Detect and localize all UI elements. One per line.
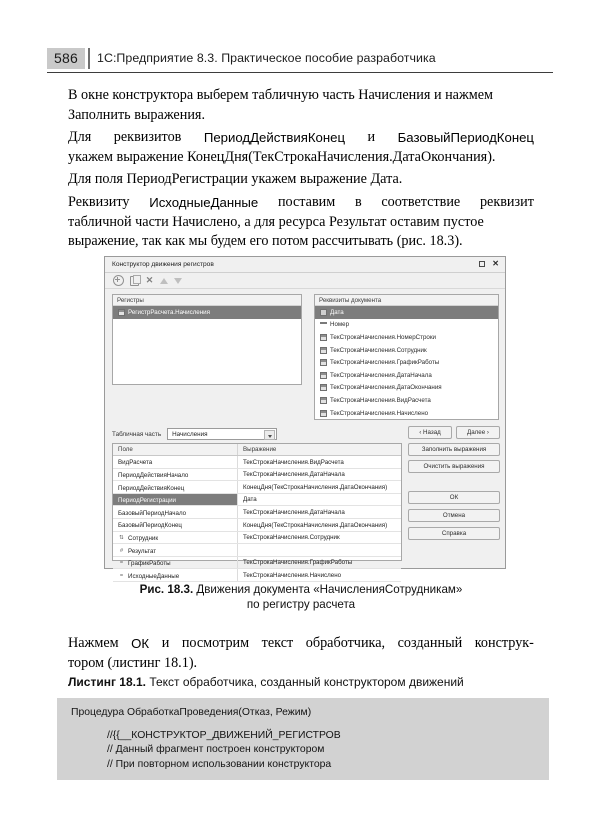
table-row[interactable] xyxy=(113,469,401,482)
list-item-label: ТекСтрокаНачисления.Начислено xyxy=(330,409,429,417)
header-rule xyxy=(47,72,553,73)
list-item-label: ТекСтрокаНачисления.ВидРасчета xyxy=(330,396,431,404)
cell-field xyxy=(113,506,238,518)
cell-field xyxy=(113,456,238,468)
table-row[interactable] xyxy=(113,481,401,494)
cell-expression[interactable]: ТекСтрокаНачисления.Сотрудник xyxy=(243,534,340,542)
paragraph-2-line-1 xyxy=(68,128,534,148)
dialog-title: Конструктор движения регистров xyxy=(112,261,214,268)
figure-caption-line-2: по регистру расчета xyxy=(246,598,356,611)
paragraph-1-line-1: В окне конструктора выберем табличную часть Начисления и нажмем xyxy=(68,87,494,103)
expression-table-header xyxy=(113,444,401,456)
p4-w3: поставим xyxy=(277,194,336,210)
cell-field xyxy=(113,494,238,506)
table-row[interactable] xyxy=(113,494,401,507)
list-item[interactable] xyxy=(315,344,498,357)
delete-icon[interactable]: ✕ xyxy=(145,275,154,285)
list-item[interactable] xyxy=(315,369,498,382)
row-field-label: ВидРасчета xyxy=(118,459,153,467)
row-field-label: ПериодДействияКонец xyxy=(118,484,185,492)
list-item-label: ТекСтрокаНачисления.ГрафикРаботы xyxy=(330,359,440,367)
tabular-part-row xyxy=(112,427,402,441)
paragraph-5-line-2: тором (листинг 18.1). xyxy=(68,654,198,671)
number-icon xyxy=(320,322,327,329)
dialog-titlebar xyxy=(105,257,505,273)
header-divider xyxy=(88,48,90,69)
page-header xyxy=(47,48,553,72)
cell-expression[interactable]: КонецДня(ТекСтрокаНачисления.ДатаОкончания) xyxy=(243,521,388,529)
tabular-part-label: Табличная часть xyxy=(112,430,162,438)
document-attributes-panel xyxy=(314,294,499,420)
figure-caption xyxy=(68,582,534,612)
list-item[interactable] xyxy=(315,331,498,344)
tabular-part-select[interactable] xyxy=(167,428,277,440)
table-icon xyxy=(320,397,327,404)
row-field-label: ПериодДействияНачало xyxy=(118,471,189,479)
paragraph-4-line-3: выражение, так как мы будем его потом рассчитывать (рис. 18.3). xyxy=(68,233,463,249)
p2-w3: ПериодДействияКонец xyxy=(203,130,346,145)
paragraph-4 xyxy=(68,193,534,252)
list-item-label: ТекСтрокаНачисления.ДатаОкончания xyxy=(330,384,442,392)
list-item-label: Дата xyxy=(330,308,344,316)
cell-expression[interactable]: ТекСтрокаНачисления.ВидРасчета xyxy=(243,458,344,466)
book-title: 1С:Предприятие 8.3. Практическое пособие разработчика xyxy=(97,51,436,65)
list-item[interactable] xyxy=(315,319,498,332)
code-line-3: // Данный фрагмент построен конструктором xyxy=(107,744,325,756)
list-item[interactable] xyxy=(315,382,498,395)
p2-w1: Для xyxy=(68,129,92,145)
paragraph-5-line-1 xyxy=(68,634,534,654)
close-icon[interactable]: ✕ xyxy=(492,259,499,268)
table-row[interactable] xyxy=(113,456,401,469)
restore-icon[interactable] xyxy=(479,261,485,267)
code-line-2: //{{__КОНСТРУКТОР_ДВИЖЕНИЙ_РЕГИСТРОВ xyxy=(107,730,341,742)
cancel-button[interactable]: Отмена xyxy=(408,509,500,522)
table-row[interactable] xyxy=(113,506,401,519)
paragraph-2 xyxy=(68,128,534,167)
column-header-expression: Выражение xyxy=(243,446,277,453)
cell-field xyxy=(113,481,238,493)
table-icon xyxy=(320,359,327,366)
add-icon[interactable] xyxy=(113,275,124,286)
page-number: 586 xyxy=(47,48,85,69)
table-icon xyxy=(320,334,327,341)
p4-w1: Реквизиту xyxy=(68,194,130,210)
help-button[interactable]: Справка xyxy=(408,527,500,540)
tabular-part-value: Начисления xyxy=(172,431,208,438)
p4-w4: в xyxy=(354,194,362,210)
cell-expression[interactable]: ТекСтрокаНачисления.ДатаНачала xyxy=(243,471,345,479)
list-item-label: Номер xyxy=(330,321,350,329)
table-row[interactable] xyxy=(113,519,401,532)
row-field-label: Результат xyxy=(128,547,157,555)
chevron-down-icon[interactable] xyxy=(264,430,275,440)
clear-expressions-button[interactable]: Очистить выражения xyxy=(408,460,500,473)
p2-w4: и xyxy=(367,129,376,145)
row-field-label: ГрафикРаботы xyxy=(128,560,171,568)
row-field-label: БазовыйПериодНачало xyxy=(118,509,187,517)
figure-caption-text: Движения документа «НачисленияСотрудникам» xyxy=(193,583,463,596)
move-up-icon[interactable] xyxy=(160,278,168,284)
figure-caption-line-1 xyxy=(68,582,534,597)
fill-expressions-button[interactable]: Заполнить выражения xyxy=(408,443,500,456)
table-row[interactable] xyxy=(113,544,401,557)
number-field-icon: # xyxy=(119,547,124,554)
p5-w7: созданный xyxy=(397,635,463,651)
back-button[interactable]: ‹ Назад xyxy=(408,426,452,439)
dimension-icon: = xyxy=(119,560,124,567)
code-line-1: Процедура ОбработкаПроведения(Отказ, Режим) xyxy=(71,707,312,718)
paragraph-4-line-1 xyxy=(68,193,534,213)
cell-field xyxy=(113,469,238,481)
p4-w5: соответствие xyxy=(381,194,461,210)
attributes-panel-header: Реквизиты документа xyxy=(315,295,498,306)
cell-field xyxy=(113,532,238,544)
cell-field xyxy=(113,569,238,581)
p5-w4: посмотрим xyxy=(181,635,250,651)
copy-icon[interactable] xyxy=(130,276,139,286)
table-row[interactable] xyxy=(113,569,401,582)
date-icon xyxy=(320,309,327,316)
table-row[interactable] xyxy=(113,532,401,545)
table-row[interactable] xyxy=(113,557,401,570)
cell-field xyxy=(113,544,238,556)
listing-code-block xyxy=(57,698,549,780)
listing-title xyxy=(68,674,538,690)
p5-w8: конструк- xyxy=(474,635,534,651)
dialog-toolbar xyxy=(105,273,505,289)
register-icon xyxy=(118,309,125,316)
list-item-label: ТекСтрокаНачисления.Сотрудник xyxy=(330,346,427,354)
p4-w6: реквизит xyxy=(479,194,534,210)
list-item-label: ТекСтрокаНачисления.ДатаНачала xyxy=(330,371,432,379)
p2-w5: БазовыйПериодКонец xyxy=(397,130,534,145)
paragraph-3-line-1: Для поля ПериодРегистрации укажем выражение Дата. xyxy=(68,171,403,187)
p4-w2: ИсходныеДанные xyxy=(149,195,259,210)
paragraph-5 xyxy=(68,634,534,673)
list-item[interactable] xyxy=(315,306,498,319)
listing-title-text: Текст обработчика, созданный конструктором движений xyxy=(146,675,464,689)
column-header-field: Поле xyxy=(113,444,238,455)
table-icon xyxy=(320,347,327,354)
row-field-label: ПериодРегистрации xyxy=(118,497,176,505)
figure-caption-number: Рис. 18.3. xyxy=(139,583,194,596)
list-item-label: ТекСтрокаНачисления.НомерСтроки xyxy=(330,333,436,341)
cell-expression[interactable]: ТекСтрокаНачисления.ДатаНачала xyxy=(243,508,345,516)
p5-w6: обработчика, xyxy=(305,635,386,651)
listing-number: Листинг 18.1. xyxy=(68,675,146,689)
paragraph-1 xyxy=(68,86,534,125)
paragraph-4-line-2: табличной части Начислено, а для ресурса Результат оставим пустое xyxy=(68,213,484,230)
p5-w2: ОК xyxy=(131,636,150,651)
p5-w5: текст xyxy=(261,635,294,651)
list-item[interactable] xyxy=(315,407,498,420)
cell-expression[interactable] xyxy=(238,544,401,556)
expression-table xyxy=(112,443,402,580)
figure-constructor-dialog xyxy=(104,256,506,580)
registers-panel xyxy=(112,294,302,385)
row-field-label: ИсходныеДанные xyxy=(128,572,180,580)
reference-icon: ⇅ xyxy=(119,534,124,541)
code-line-4: // При повторном использовании конструктора xyxy=(107,758,332,770)
p5-w3: и xyxy=(161,635,170,651)
list-item[interactable] xyxy=(113,306,301,319)
cell-field xyxy=(113,519,238,531)
paragraph-1-line-2: Заполнить выражения. xyxy=(68,106,205,123)
ok-button[interactable]: ОК xyxy=(408,491,500,504)
paragraph-2-line-2: укажем выражение КонецДня(ТекСтрокаНачисления.ДатаОкончания). xyxy=(68,148,496,165)
list-item[interactable] xyxy=(315,394,498,407)
row-field-label: Сотрудник xyxy=(128,534,159,542)
p2-w2: реквизитов xyxy=(113,129,182,145)
list-item[interactable] xyxy=(315,356,498,369)
p5-w1: Нажмем xyxy=(68,635,119,651)
paragraph-3 xyxy=(68,170,534,190)
cell-field xyxy=(113,557,238,569)
cell-expression[interactable]: ТекСтрокаНачисления.Начислено xyxy=(243,571,342,579)
list-item-label: РегистрРасчета.Начисления xyxy=(128,308,210,316)
window-controls xyxy=(479,260,499,267)
cell-expression[interactable]: КонецДня(ТекСтрокаНачисления.ДатаОкончания) xyxy=(243,483,388,491)
table-icon xyxy=(320,372,327,379)
dimension-icon: = xyxy=(119,572,124,579)
code-spacer xyxy=(71,720,549,729)
next-button[interactable]: Далее › xyxy=(456,426,500,439)
row-field-label: БазовыйПериодКонец xyxy=(118,522,182,530)
cell-expression[interactable]: ТекСтрокаНачисления.ГрафикРаботы xyxy=(243,559,353,567)
registers-panel-header: Регистры xyxy=(113,295,301,306)
cell-expression[interactable]: Дата xyxy=(243,496,257,504)
move-down-icon[interactable] xyxy=(174,278,182,284)
table-icon xyxy=(320,384,327,391)
table-icon xyxy=(320,410,327,417)
